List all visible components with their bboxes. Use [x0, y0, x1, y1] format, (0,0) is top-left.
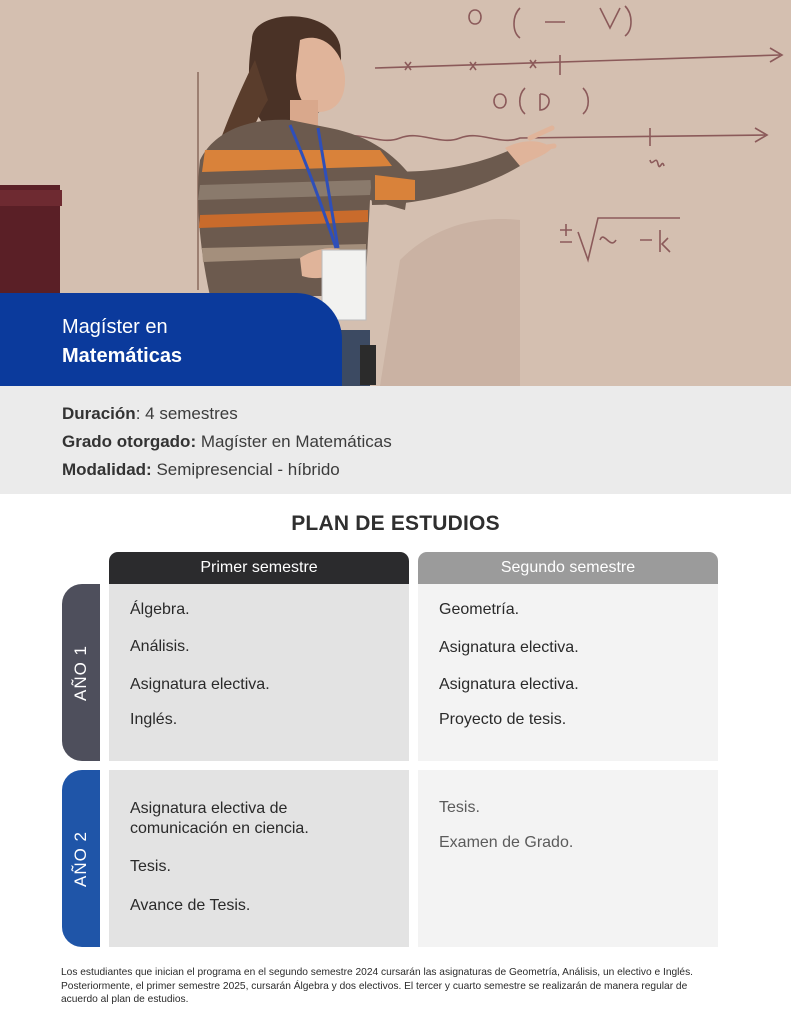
- info-sep: :: [135, 404, 146, 423]
- hero-photo: [0, 0, 791, 386]
- header-second-semester: Segundo semestre: [418, 552, 718, 584]
- course-item: Asignatura electiva de comunicación en ciencia.: [130, 800, 309, 837]
- program-info: [0, 386, 791, 494]
- course-item: Álgebra.: [130, 601, 190, 618]
- course-item: Asignatura electiva.: [439, 676, 579, 693]
- year-2-label: AÑO 2: [71, 830, 90, 887]
- plan-title: PLAN DE ESTUDIOS: [291, 512, 500, 535]
- course-item: Tesis.: [439, 799, 480, 816]
- course-item: Asignatura electiva.: [130, 676, 270, 693]
- degree-row: [62, 428, 791, 456]
- program-title-tab: [0, 293, 342, 386]
- info-key: Duración: [62, 404, 136, 423]
- program-title-line1: Magíster en: [62, 316, 168, 338]
- year-2-first-semester: [109, 770, 409, 947]
- footnote: Los estudiantes que inician el programa en el segundo semestre 2024 cursarán las asignaturas de Geometría, Análisis, un electivo e Inglés. Posteriormente, el primer semestre 2025, cursarán Álgebra y dos electivos. El tercer y cuarto semestre se realizarán de manera regular de acuerdo al plan de estudios.: [61, 967, 693, 1005]
- info-key: Modalidad:: [62, 460, 152, 479]
- info-value: Semipresencial - híbrido: [156, 460, 340, 479]
- header-first-semester: Primer semestre: [109, 552, 409, 584]
- info-value: Magíster en Matemáticas: [200, 432, 392, 451]
- info-value: 4 semestres: [145, 404, 238, 423]
- course-item: Examen de Grado.: [439, 834, 574, 851]
- year-2-tab: [62, 770, 100, 947]
- course-item: Geometría.: [439, 601, 520, 618]
- program-title-line2: Matemáticas: [62, 345, 183, 367]
- course-item: Análisis.: [130, 638, 190, 655]
- course-item: Asignatura electiva.: [439, 639, 579, 656]
- duration-row: [62, 400, 791, 428]
- course-item: Avance de Tesis.: [130, 897, 251, 914]
- course-item: Tesis.: [130, 858, 171, 875]
- year-1-first-semester: [109, 584, 409, 761]
- year-1-second-semester: [418, 584, 718, 761]
- year-1-label: AÑO 1: [71, 644, 90, 701]
- year-1-tab: [62, 584, 100, 761]
- info-key: Grado otorgado:: [62, 432, 197, 451]
- modality-row: [62, 456, 791, 484]
- course-item: Inglés.: [130, 711, 178, 728]
- course-item: Proyecto de tesis.: [439, 711, 567, 728]
- year-2-second-semester: [418, 770, 718, 947]
